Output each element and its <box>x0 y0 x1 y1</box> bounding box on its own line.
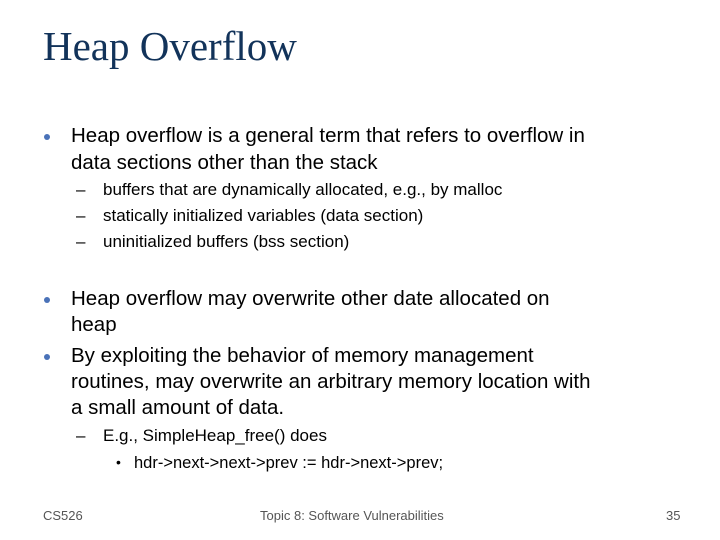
page-number: 35 <box>666 508 681 523</box>
bullet-text: heap <box>71 313 117 336</box>
dash-icon: – <box>76 232 86 251</box>
footer-topic: Topic 8: Software Vulnerabilities <box>260 508 444 523</box>
bullet-text: Heap overflow may overwrite other date allocated on <box>71 287 550 310</box>
bullet-text: a small amount of data. <box>71 396 285 419</box>
bullet-text: By exploiting the behavior of memory management <box>71 344 534 367</box>
footer-course: CS526 <box>43 508 83 523</box>
sub-bullet-text: E.g., SimpleHeap_free() does <box>103 426 327 445</box>
bullet-text: data sections other than the stack <box>71 151 378 174</box>
bullet-icon <box>44 354 50 360</box>
bullet-text: routines, may overwrite an arbitrary memory location with <box>71 370 591 393</box>
dash-icon: – <box>76 206 86 225</box>
sub-bullet-text: statically initialized variables (data section) <box>103 206 424 225</box>
dash-icon: – <box>76 426 86 445</box>
slide-title: Heap Overflow <box>43 23 297 69</box>
bullet-icon <box>44 134 50 140</box>
sub-bullet-text: buffers that are dynamically allocated, e.g., by malloc <box>103 180 503 199</box>
dash-icon: – <box>76 180 86 199</box>
bullet-icon <box>44 297 50 303</box>
sub-bullet-text: uninitialized buffers (bss section) <box>103 232 350 251</box>
sub-bullet-icon: • <box>116 454 121 470</box>
bullet-text: Heap overflow is a general term that refers to overflow in <box>71 124 585 147</box>
code-line: hdr->next->next->prev := hdr->next->prev; <box>134 454 444 472</box>
